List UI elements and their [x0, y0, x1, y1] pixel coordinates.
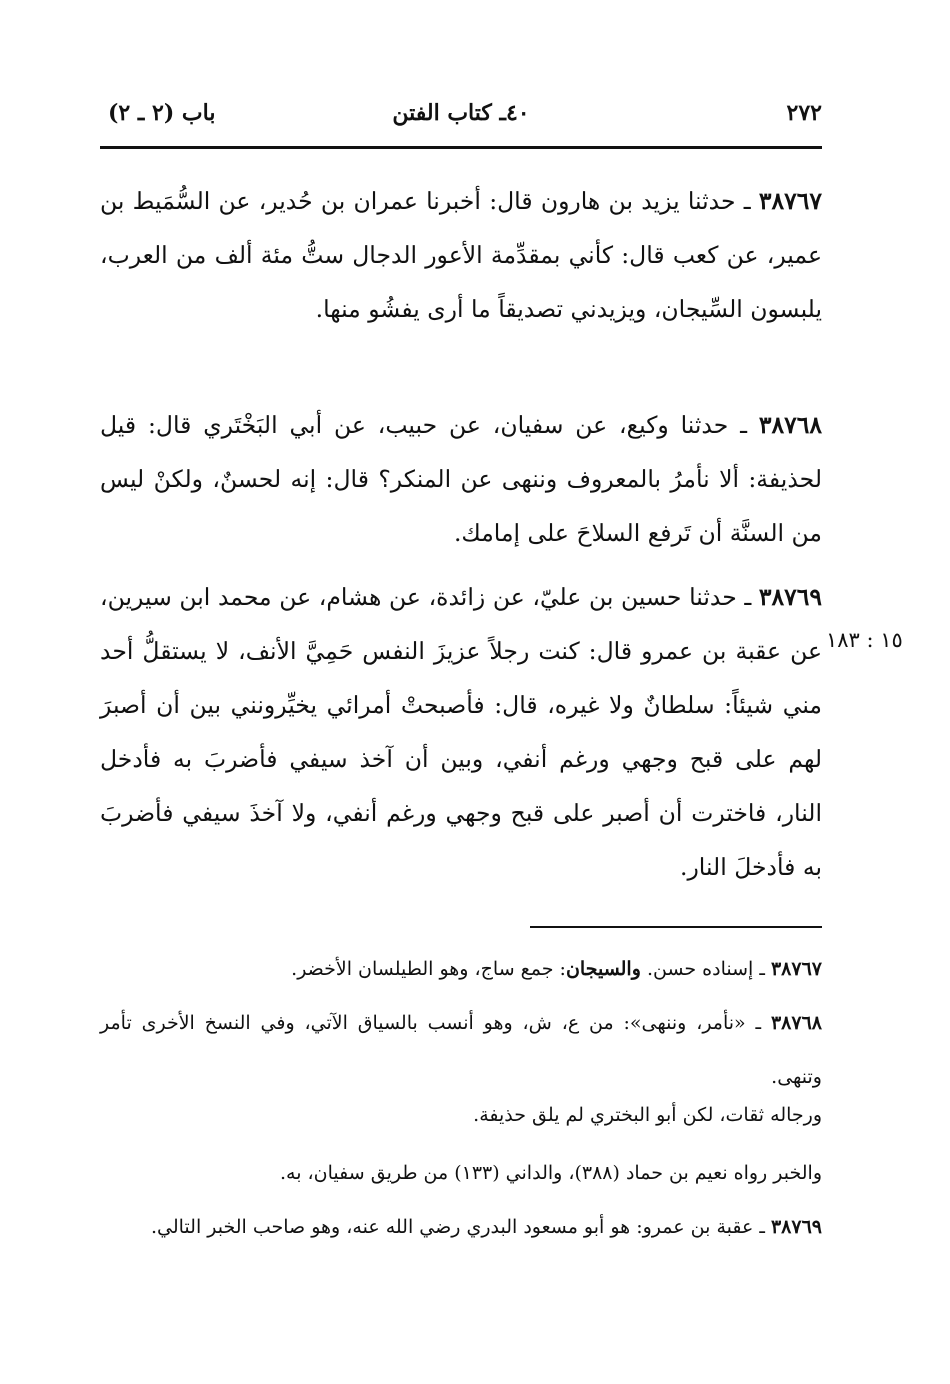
footnote-term: والسيجان: [565, 958, 641, 980]
footnote-number: ٣٨٧٦٩: [770, 1216, 822, 1238]
chapter-label: باب (٢ ـ ٢): [108, 100, 216, 126]
footnote-38767: [100, 942, 822, 996]
footnote-separator: [530, 926, 822, 928]
footnote-sources-note: [100, 1146, 822, 1200]
footnote-number: ٣٨٧٦٨: [770, 1012, 822, 1034]
footnote-text: والخبر رواه نعيم بن حماد (٣٨٨)، والداني (١٣٣) من طريق سفيان، به.: [280, 1162, 822, 1184]
hadith-38767: [100, 174, 822, 336]
footnote-definition: : جمع ساج، وهو الطيلسان الأخضر.: [291, 958, 566, 980]
footnote-38769: [100, 1200, 822, 1254]
hadith-number: ٣٨٧٦٨: [758, 411, 822, 439]
footnote-text: ورجاله ثقات، لكن أبو البختري لم يلق حذيفة.: [473, 1104, 822, 1126]
footnote-text: ـ إسناده حسن.: [646, 958, 765, 980]
page-header: [100, 96, 822, 136]
header-rule: [100, 146, 822, 149]
footnote-text: ـ عقبة بن عمرو: هو أبو مسعود البدري رضي الله عنه، وهو صاحب الخبر التالي.: [150, 1216, 765, 1238]
margin-reference: ١٥ : ١٨٣: [826, 628, 903, 652]
hadith-number: ٣٨٧٦٩: [758, 583, 822, 611]
hadith-text: ـ حدثنا وكيع، عن سفيان، عن حبيب، عن أبي البَخْتَري قال: قيل لحذيفة: ألا نأمرُ بالمعروف وننهى عن المنكر؟ قال: إنه لحسنٌ، ولكنْ ليس من السنَّة أن تَرفع السلاحَ على إمامك.: [100, 411, 822, 547]
hadith-38768: [100, 398, 822, 560]
footnote-text: ـ «نأمر، وننهى»: من ع، ش، وهو أنسب بالسياق الآتي، وفي النسخ الأخرى تأمر وتنهى.: [100, 1012, 822, 1088]
hadith-text: ـ حدثنا يزيد بن هارون قال: أخبرنا عمران بن حُدير، عن السُّمَيط بن عمير، عن كعب قال: كأني بمقدِّمة الأعور الدجال ستُّ مئة ألف من العرب، يلبسون السِّيجان، ويزيدني تصديقاً ما أرى يفشُو منها.: [100, 187, 822, 323]
footnote-number: ٣٨٧٦٧: [770, 958, 822, 980]
hadith-38769: [100, 570, 822, 894]
hadith-number: ٣٨٧٦٧: [758, 187, 822, 215]
footnote-narrators-note: [100, 1088, 822, 1142]
page-number: ٢٧٢: [786, 100, 822, 126]
book-title: ٤٠ـ كتاب الفتن: [392, 100, 530, 126]
hadith-text: ـ حدثنا حسين بن عليّ، عن زائدة، عن هشام، عن محمد ابن سيرين، عن عقبة بن عمرو قال: كنت رجلاً عزيزَ النفس حَمِيَّ الأنف، لا يستقلُّ أحد مني شيئاً: سلطانٌ ولا غيره، قال: فأصبحتْ أمرائي يخيِّرونني بين أن أصبرَ لهم على قبح وجهي ورغم أنفي، وبين أن آخذ سيفي فأضربَ به فأدخل النار، فاخترت أن أصبر على قبح وجهي ورغم أنفي، ولا آخذَ سيفي فأضربَ به فأدخلَ النار.: [100, 583, 822, 881]
